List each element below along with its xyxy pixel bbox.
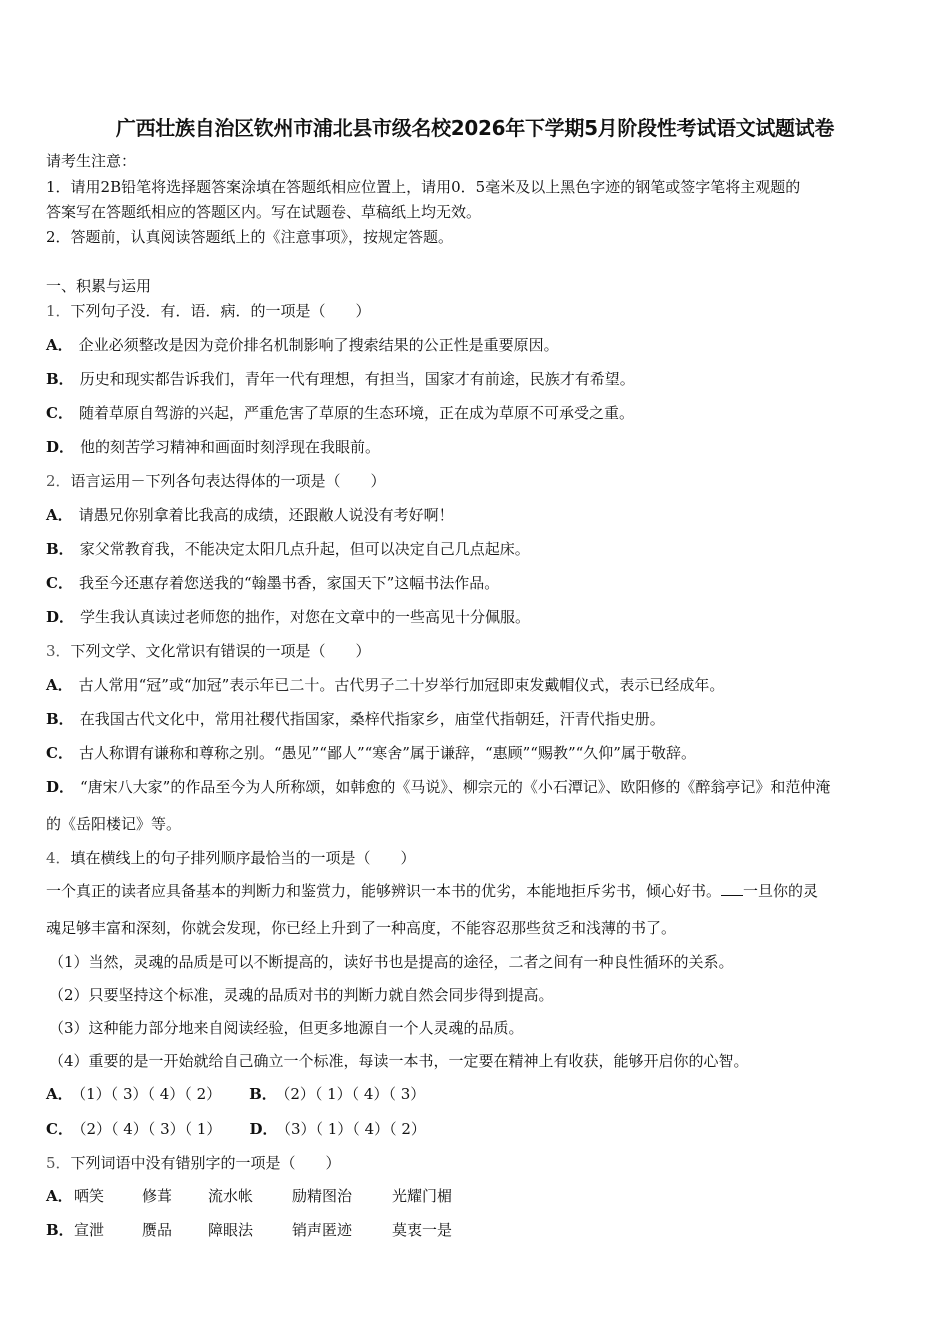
question-number: 2． [46, 472, 71, 490]
option-text: （2）（ 4）（ 3）（ 1） [78, 1120, 222, 1138]
q3-option-b [46, 709, 665, 729]
question-3 [46, 641, 371, 661]
q4-sentence-4: （4）重要的是一开始就给自己确立一个标准，每读一本书，一定要在精神上有收获，能够开启你的心智。 [49, 1052, 749, 1070]
q4-passage-cont: 魂足够丰富和深刻，你就会发现，你已经上升到了一种高度，不能容忍那些贫乏和浅薄的书了。 [46, 919, 677, 937]
option-text: 他的刻苦学习精神和画面时刻浮现在我眼前。 [80, 438, 381, 456]
option-letter: C． [46, 404, 73, 422]
q2-option-d [46, 607, 530, 627]
q4-passage [46, 881, 818, 901]
option-text: （2）（ 1）（ 4）（ 3） [282, 1085, 426, 1103]
option-text: 随着草原自驾游的兴起，严重危害了草原的生态环境，正在成为草原不可承受之重。 [78, 404, 634, 422]
question-stem: 语言运用－下列各句表达得体的一项是（ ） [70, 472, 386, 490]
q5-option-a [46, 1186, 453, 1206]
word: 赝品 [142, 1221, 173, 1239]
word: 励精图治 [292, 1187, 353, 1205]
page-title: 广西壮族自治区钦州市浦北县市级名校2026年下学期5月阶段性考试语文试题试卷 [115, 116, 835, 140]
option-letter: D． [46, 608, 75, 626]
word: 障眼法 [208, 1221, 254, 1239]
option-text: 家父常教育我，不能决定太阳几点升起，但可以决定自己几点起床。 [79, 540, 530, 558]
option-text: 在我国古代文化中，常用社稷代指国家，桑梓代指家乡，庙堂代指朝廷，汗青代指史册。 [79, 710, 665, 728]
question-1 [46, 301, 371, 321]
q5-option-b [46, 1220, 453, 1240]
word: 销声匿迹 [292, 1221, 353, 1239]
word: 宣泄 [74, 1221, 105, 1239]
q3-option-a [46, 675, 724, 695]
word: 哂笑 [74, 1187, 105, 1205]
q3-option-c [46, 743, 696, 763]
question-stem: 下列词语中没有错别字的一项是（ ） [70, 1154, 341, 1172]
q1-option-c [46, 403, 634, 423]
notice-item-2: 2．答题前，认真阅读答题纸上的《注意事项》，按规定答题。 [46, 228, 454, 246]
q2-option-a [46, 505, 454, 525]
fill-blank [721, 883, 743, 896]
word: 莫衷一是 [392, 1221, 453, 1239]
question-number: 5． [46, 1154, 71, 1172]
question-number: 3． [46, 642, 71, 660]
word: 流水帐 [208, 1187, 254, 1205]
notice-item-1: 1．请用2B铅笔将选择题答案涂填在答题纸相应位置上，请用0．5毫米及以上黑色字迹的钢笔或签字笔将主观题的 [46, 178, 801, 196]
option-text: （3）（ 1）（ 4）（ 2） [283, 1120, 426, 1138]
q1-option-d [46, 437, 380, 457]
question-number: 4． [46, 849, 71, 867]
option-letter: A． [46, 506, 73, 524]
option-letter: B． [46, 1221, 74, 1239]
q2-option-c [46, 573, 499, 593]
word: 修葺 [142, 1187, 173, 1205]
option-letter: B． [46, 540, 74, 558]
q1-option-b [46, 369, 635, 389]
question-4 [46, 848, 416, 868]
option-text: 古人常用“冠”或“加冠”表示年已二十。古代男子二十岁举行加冠即束发戴帽仪式，表示已经成年。 [78, 676, 725, 694]
question-2 [46, 471, 386, 491]
option-text: （1）（ 3）（ 4）（ 2） [78, 1085, 222, 1103]
option-letter: D． [46, 778, 75, 796]
q2-option-b [46, 539, 530, 559]
option-letter: A． [46, 336, 73, 354]
section-heading: 一、积累与运用 [46, 277, 152, 295]
notice-item-1-cont: 答案写在答题纸相应的答题区内。写在试题卷、草稿纸上均无效。 [46, 203, 482, 221]
passage-text: 一旦你的灵 [743, 882, 819, 900]
option-letter: C． [46, 744, 73, 762]
q4-options-ab [46, 1084, 425, 1104]
option-letter: B． [249, 1085, 277, 1103]
option-letter: D． [46, 438, 75, 456]
option-text: 学生我认真读过老师您的拙作，对您在文章中的一些高见十分佩服。 [80, 608, 531, 626]
option-text: 历史和现实都告诉我们，青年一代有理想，有担当，国家才有前途，民族才有希望。 [79, 370, 635, 388]
option-text: 我至今还惠存着您送我的“翰墨书香，家国天下”这幅书法作品。 [78, 574, 500, 592]
question-5 [46, 1153, 341, 1173]
option-letter: B． [46, 710, 74, 728]
q4-sentence-1: （1）当然，灵魂的品质是可以不断提高的，读好书也是提高的途径，二者之间有一种良性循环的关系。 [49, 953, 734, 971]
option-text: 古人称谓有谦称和尊称之别。“愚见”“鄙人”“寒舍”属于谦辞，“惠顾”“赐教”“久仰”属于敬辞。 [78, 744, 696, 762]
option-letter: A． [46, 1085, 73, 1103]
q4-sentence-3: （3）这种能力部分地来自阅读经验，但更多地源自一个人灵魂的品质。 [49, 1019, 524, 1037]
q4-sentence-2: （2）只要坚持这个标准，灵魂的品质对书的判断力就自然会同步得到提高。 [49, 986, 554, 1004]
q1-option-a [46, 335, 559, 355]
option-letter: D． [249, 1120, 278, 1138]
option-letter: B． [46, 370, 74, 388]
option-letter: A． [46, 1187, 73, 1205]
word: 光耀门楣 [392, 1187, 453, 1205]
option-text: 企业必须整改是因为竞价排名机制影响了搜索结果的公正性是重要原因。 [78, 336, 559, 354]
option-letter: A． [46, 676, 73, 694]
option-letter: C． [46, 574, 73, 592]
q4-options-cd [46, 1119, 426, 1139]
option-letter: C． [46, 1120, 73, 1138]
question-stem: 下列文学、文化常识有错误的一项是（ ） [70, 642, 371, 660]
notice-heading: 请考生注意： [46, 152, 137, 170]
q3-option-d [46, 777, 830, 797]
question-stem: 下列句子没．有．语．病．的一项是（ ） [70, 302, 371, 320]
passage-text: 一个真正的读者应具备基本的判断力和鉴赏力，能够辨识一本书的优劣，本能地拒斥劣书，倾心好书。 [46, 882, 722, 900]
question-stem: 填在横线上的句子排列顺序最恰当的一项是（ ） [70, 849, 416, 867]
option-text: 请愚兄你别拿着比我高的成绩，还跟敝人说没有考好啊！ [78, 506, 454, 524]
question-number: 1． [46, 302, 71, 320]
option-text: “唐宋八大家”的作品至今为人所称颂，如韩愈的《马说》、柳宗元的《小石潭记》、欧阳修的《醉翁亭记》和范仲淹 [80, 778, 831, 796]
q3-option-d-cont: 的《岳阳楼记》等。 [46, 815, 182, 833]
